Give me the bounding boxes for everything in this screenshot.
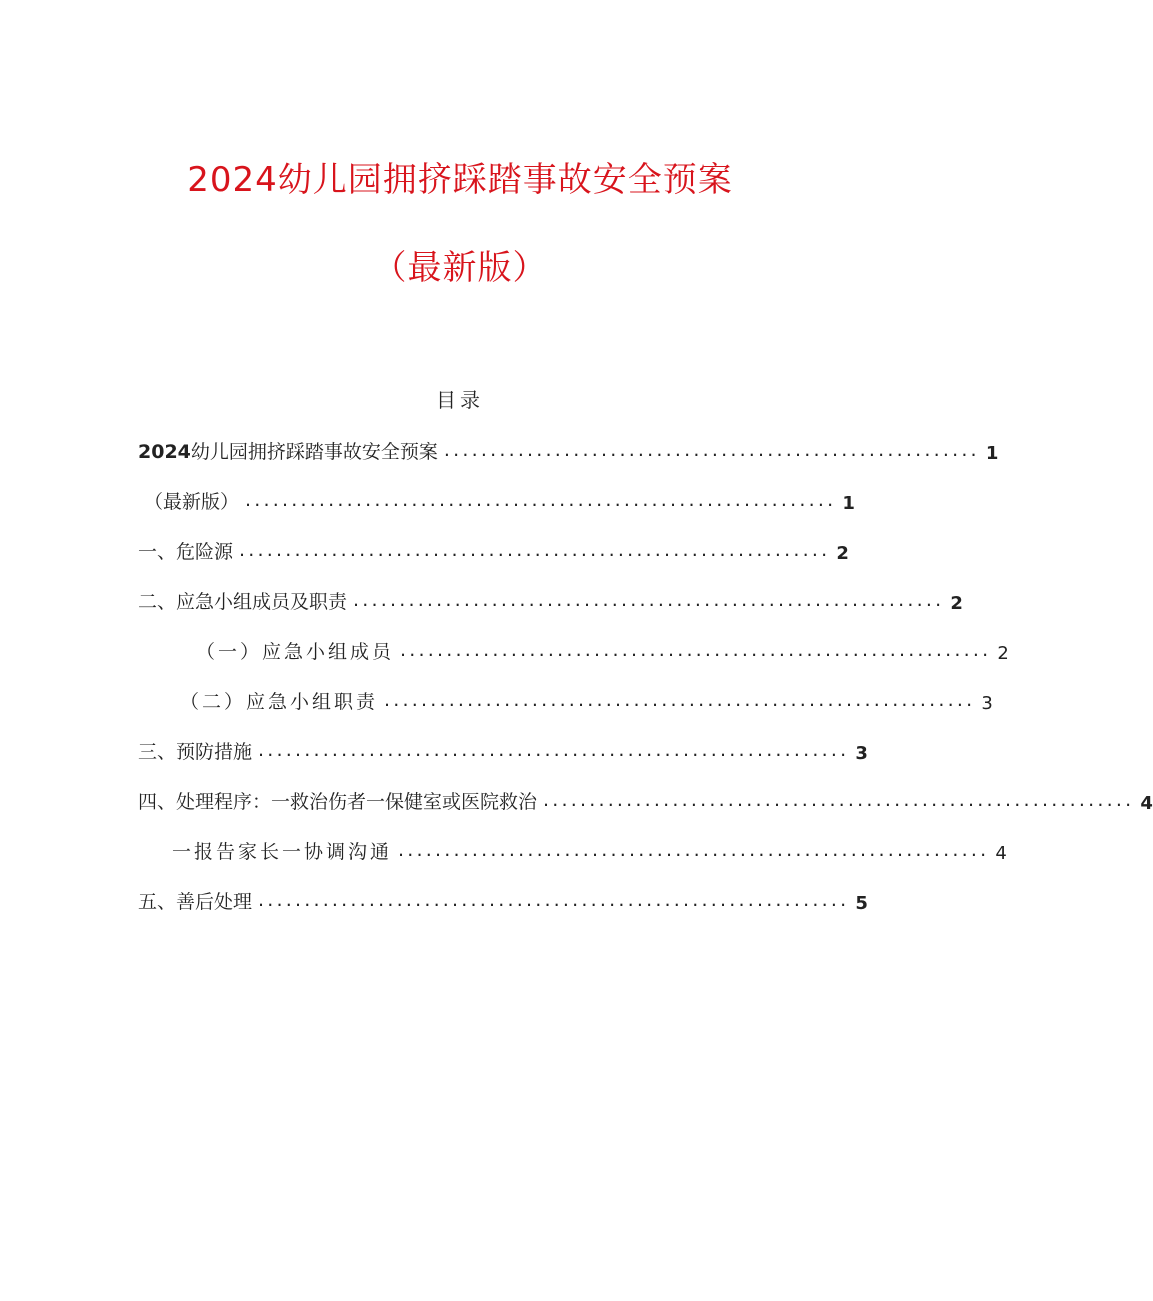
toc-entry-label: 2024幼儿园拥挤踩踏事故安全预案: [138, 441, 438, 463]
toc-leader-dots: ................................................................: [245, 489, 837, 511]
toc-leader-dots: ................................................................: [384, 689, 976, 711]
toc-entry[interactable]: [138, 884, 868, 914]
toc-page-number: 1: [842, 493, 855, 514]
toc-entry-label: 一报告家长一协调沟通: [172, 841, 393, 863]
toc-page-number: 3: [981, 693, 993, 714]
toc-page-number: 5: [855, 893, 868, 914]
toc-leader-dots: ................................................................: [398, 839, 990, 861]
toc-entry[interactable]: [172, 834, 1007, 864]
document-subtitle: （最新版）: [372, 248, 548, 288]
toc-entry[interactable]: [138, 784, 1153, 814]
toc-entry[interactable]: [138, 434, 999, 464]
toc-leader-dots: ................................................................: [258, 739, 850, 761]
toc-page-number: 2: [836, 543, 849, 564]
toc-entry-label: 二、应急小组成员及职责: [138, 591, 348, 613]
toc-entry[interactable]: [138, 534, 849, 564]
toc-page-number: 1: [985, 443, 999, 464]
toc-entry-label: （一）应急小组成员: [196, 641, 395, 663]
toc-leader-dots: ................................................................: [353, 589, 945, 611]
toc-leader-dots: ................................................................: [400, 639, 992, 661]
toc-page-number: 3: [855, 743, 868, 764]
toc-entry[interactable]: [138, 584, 963, 614]
toc-leader-dots: ..........................................................: [443, 439, 980, 461]
toc-leader-dots: ................................................................: [543, 789, 1135, 811]
toc-leader-dots: ................................................................: [258, 889, 850, 911]
toc-page-number: 4: [1140, 793, 1153, 814]
toc-entry[interactable]: [138, 734, 868, 764]
toc-entry-label: 五、善后处理: [138, 891, 253, 913]
toc-entry-label: （二）应急小组职责: [180, 691, 379, 713]
toc-entry-label: 一、危险源: [138, 541, 234, 563]
toc-page-number: 2: [950, 593, 963, 614]
toc-entry-label: （最新版）: [144, 491, 240, 513]
toc-entry[interactable]: [196, 634, 1009, 664]
toc-entry-label: 三、预防措施: [138, 741, 253, 763]
document-title: 2024幼儿园拥挤踩踏事故安全预案: [187, 160, 733, 200]
toc-page-number: 4: [995, 843, 1007, 864]
toc-page-number: 2: [997, 643, 1009, 664]
toc-heading: 目录: [436, 388, 484, 412]
toc-entry[interactable]: [144, 484, 855, 514]
toc-leader-dots: ................................................................: [239, 539, 831, 561]
toc-entry-label: 四、处理程序：一救治伤者一保健室或医院救治: [138, 791, 538, 813]
toc-entry[interactable]: [180, 684, 993, 714]
